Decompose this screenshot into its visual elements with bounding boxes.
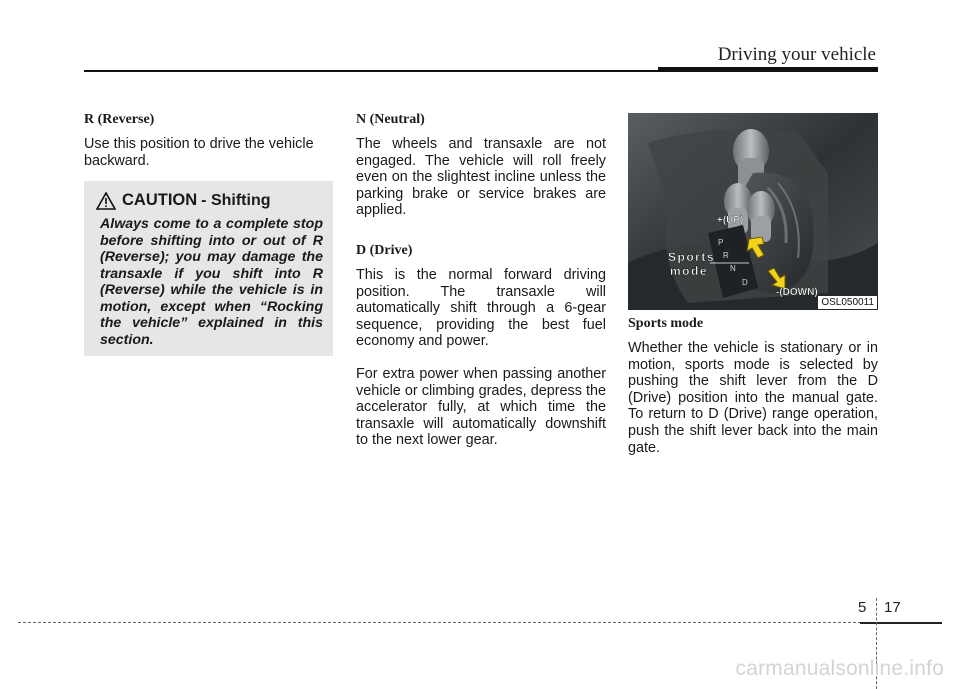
gate-letter-p: P — [718, 238, 724, 247]
figure-code: OSL050011 — [818, 296, 877, 309]
gate-letter-d: D — [742, 278, 748, 287]
footer-dashed-rule — [18, 622, 876, 623]
sports-mode-label-line1: Sports — [668, 250, 716, 264]
header-rule-thin — [84, 70, 660, 72]
drive-body-1: This is the normal forward driving position. The transaxle will automatically shift through a 6-gear sequence, providing the best fuel economy and power. — [356, 266, 606, 350]
reverse-body: Use this position to drive the vehicle backward. — [84, 136, 314, 169]
caution-body: Always come to a complete stop before shifting into or out of R (Reverse); you may damage the transaxle if you shift into R (Reverse) while the vehicle is in motion, except when “Rocking the vehicle” explained in this section. — [100, 216, 323, 348]
up-label: +(UP) — [717, 215, 744, 226]
page-header-title: Driving your vehicle — [717, 44, 876, 65]
gate-letter-n: N — [730, 264, 736, 273]
reverse-heading: R (Reverse) — [84, 112, 155, 127]
watermark: carmanualsonline.info — [735, 657, 944, 680]
caution-title: CAUTION — [122, 191, 198, 209]
header-rule-thick — [658, 67, 878, 72]
sports-mode-heading: Sports mode — [628, 316, 704, 331]
caution-header — [94, 191, 323, 210]
down-label: -(DOWN) — [776, 287, 818, 298]
sports-mode-body: Whether the vehicle is stationary or in motion, sports mode is selected by pushing the shift lever from the D (Drive) position into the manual gate. To return to D (Drive) range operation, push the shift lever back into the main gate. — [628, 340, 878, 456]
section-number: 5 — [858, 599, 867, 616]
sports-mode-label-line2: mode — [670, 264, 709, 278]
caution-box — [84, 181, 333, 356]
neutral-heading: N (Neutral) — [356, 112, 425, 127]
page-number: 17 — [884, 599, 901, 616]
caution-subtitle: - Shifting — [201, 191, 271, 209]
gate-letter-r: R — [723, 251, 729, 260]
shift-lever-illustration — [628, 113, 878, 310]
column-right — [628, 316, 878, 456]
neutral-body: The wheels and transaxle are not engaged. The vehicle will roll freely even on the slightest incline unless the parking brake or service brakes are applied. — [356, 136, 606, 219]
column-middle — [356, 112, 606, 449]
shift-lever-figure — [628, 113, 878, 310]
column-left — [84, 112, 334, 169]
drive-heading: D (Drive) — [356, 242, 413, 258]
footer-solid-rule — [860, 622, 942, 624]
warning-triangle-icon — [96, 192, 116, 210]
drive-body-2: For extra power when passing another vehicle or climbing grades, depress the accelerator fully, at which time the transaxle will automatically downshift to the next lower gear. — [356, 365, 606, 449]
